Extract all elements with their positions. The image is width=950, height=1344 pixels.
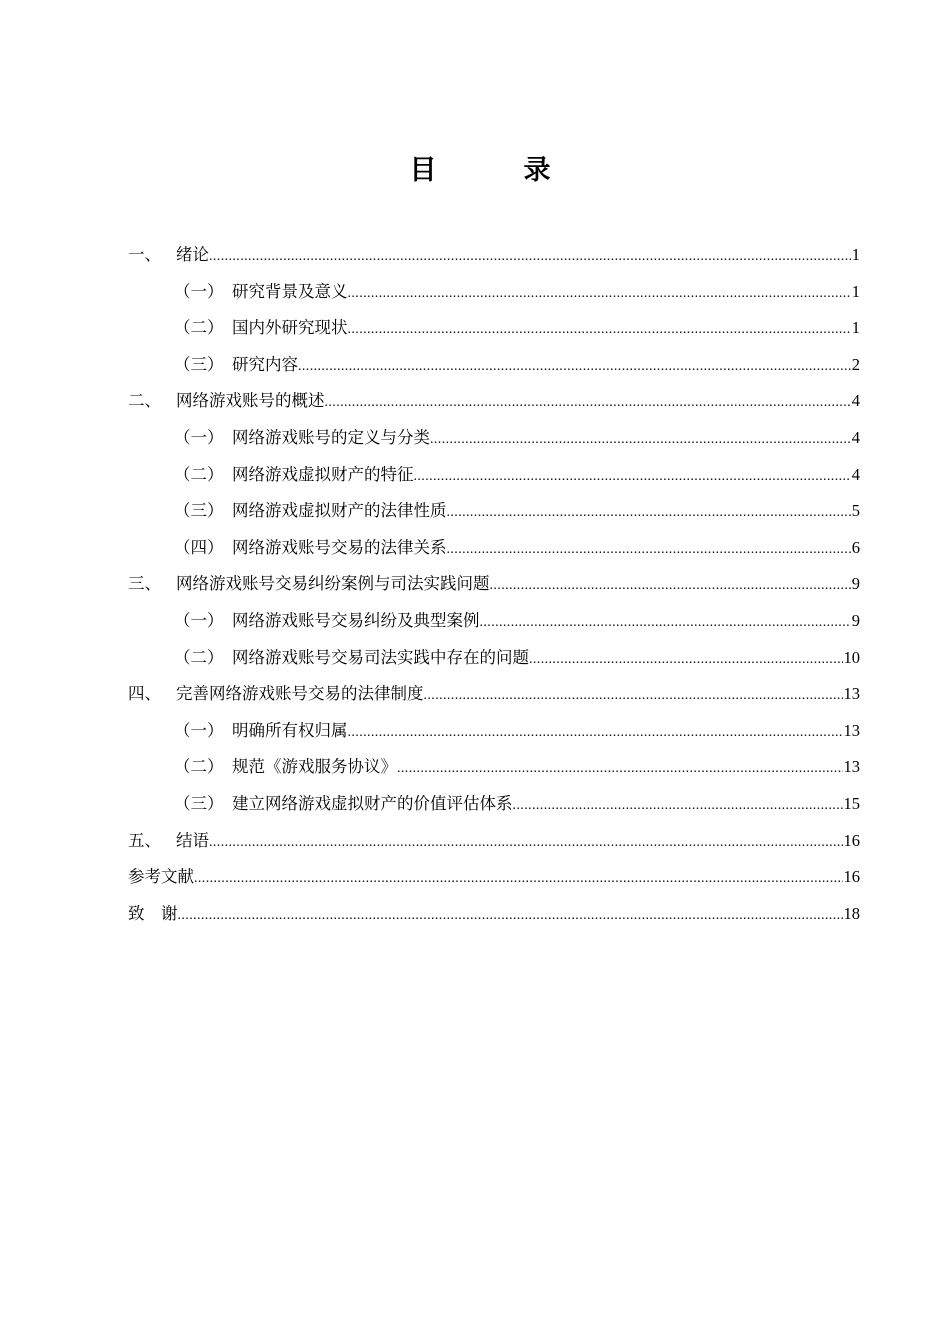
toc-dot-leader <box>298 349 851 386</box>
toc-entry-label: 结语 <box>176 830 209 850</box>
toc-dot-leader <box>194 861 843 898</box>
toc-entry-label: 网络游戏账号交易纠纷案例与司法实践问题 <box>176 574 490 594</box>
toc-entry-number: （二） <box>174 464 224 484</box>
toc-entry[interactable] <box>128 420 860 457</box>
toc-entry[interactable] <box>128 566 860 603</box>
toc-entry[interactable] <box>128 237 860 274</box>
toc-entry-label: 建立网络游戏虚拟财产的价值评估体系 <box>232 793 513 813</box>
toc-entry-page-number: 1 <box>851 318 860 338</box>
toc-entry-number: 五、 <box>128 830 161 850</box>
toc-entry[interactable] <box>128 347 860 384</box>
toc-entry[interactable] <box>128 274 860 311</box>
toc-entry-label: 网络游戏账号交易纠纷及典型案例 <box>232 610 480 630</box>
toc-entry-number: （二） <box>174 757 224 777</box>
toc-dot-leader <box>529 642 843 679</box>
toc-dot-leader <box>424 678 843 715</box>
toc-entry-label: 网络游戏账号的定义与分类 <box>232 427 430 447</box>
toc-entry[interactable] <box>128 640 860 677</box>
toc-entry-page-number: 5 <box>851 501 860 521</box>
toc-entry-number: （一） <box>174 720 224 740</box>
toc-entry[interactable] <box>128 530 860 567</box>
toc-entry-number: （四） <box>174 537 224 557</box>
toc-dot-leader <box>414 459 851 496</box>
toc-entry[interactable] <box>128 310 860 347</box>
toc-entry-page-number: 18 <box>843 903 860 923</box>
toc-entry-page-number: 9 <box>851 574 860 594</box>
toc-dot-leader <box>209 239 851 276</box>
toc-entry-label: 网络游戏虚拟财产的特征 <box>232 464 414 484</box>
toc-entry-page-number: 16 <box>843 867 860 887</box>
toc-dot-leader <box>348 276 851 313</box>
toc-entry-label: 绪论 <box>176 245 209 264</box>
toc-entry-number: 一、 <box>128 245 161 264</box>
toc-entry-page-number: 4 <box>851 464 860 484</box>
toc-entry-label: 明确所有权归属 <box>232 720 348 740</box>
toc-entry-number: （一） <box>174 281 224 301</box>
toc-entry[interactable] <box>128 896 860 933</box>
toc-entry-page-number: 9 <box>851 610 860 630</box>
toc-entry-page-number: 4 <box>851 427 860 447</box>
toc-entry-number: （二） <box>174 318 224 338</box>
toc-entry-label: 规范《游戏服务协议》 <box>232 757 397 777</box>
toc-entry-page-number: 13 <box>843 757 860 777</box>
toc-entry-page-number: 15 <box>843 793 860 813</box>
toc-entry-page-number: 16 <box>843 830 860 850</box>
toc-entry[interactable] <box>128 603 860 640</box>
toc-entry-number: （三） <box>174 501 224 521</box>
toc-entry[interactable] <box>128 383 860 420</box>
toc-entry[interactable] <box>128 713 860 750</box>
toc-dot-leader <box>480 605 851 642</box>
toc-entry[interactable] <box>128 676 860 713</box>
toc-entry-number: 四、 <box>128 684 161 704</box>
toc-entry[interactable] <box>128 823 860 860</box>
toc-entry-number: （三） <box>174 354 224 374</box>
toc-entry-label: 完善网络游戏账号交易的法律制度 <box>176 684 424 704</box>
toc-entry-number: （二） <box>174 647 224 667</box>
toc-entry-number: （一） <box>174 610 224 630</box>
toc-entry[interactable] <box>128 749 860 786</box>
toc-entry-label: 参考文献 <box>128 867 194 887</box>
toc-dot-leader <box>430 422 851 459</box>
toc-entry-page-number: 13 <box>843 720 860 740</box>
toc-dot-leader <box>490 568 851 605</box>
toc-entry-page-number: 6 <box>851 537 860 557</box>
toc-entry-number: 二、 <box>128 391 161 411</box>
toc-entry-label: 网络游戏账号的概述 <box>176 391 325 411</box>
toc-entry-number: （三） <box>174 793 224 813</box>
toc-entry[interactable] <box>128 786 860 823</box>
toc-entry[interactable] <box>128 859 860 896</box>
toc-entry-page-number: 4 <box>851 391 860 411</box>
toc-entry-label: 研究内容 <box>232 354 298 374</box>
toc-dot-leader <box>178 898 843 935</box>
toc-entry-label: 国内外研究现状 <box>232 318 348 338</box>
toc-entry-label: 网络游戏虚拟财产的法律性质 <box>232 501 447 521</box>
toc-entry-page-number: 13 <box>843 684 860 704</box>
toc-entry-label: 网络游戏账号交易司法实践中存在的问题 <box>232 647 529 667</box>
toc-entry[interactable] <box>128 457 860 494</box>
toc-dot-leader <box>397 751 843 788</box>
toc-entry[interactable] <box>128 493 860 530</box>
toc-entry-page-number: 1 <box>851 245 860 264</box>
toc-entry-label: 研究背景及意义 <box>232 281 348 301</box>
toc-dot-leader <box>447 532 851 569</box>
toc-title: 目 录 <box>409 155 581 186</box>
toc-entry-number: 三、 <box>128 574 161 594</box>
toc-entry-page-number: 1 <box>851 281 860 301</box>
toc-entry-page-number: 2 <box>851 354 860 374</box>
toc-dot-leader <box>348 715 843 752</box>
toc-dot-leader <box>325 385 851 422</box>
toc-entry-label: 网络游戏账号交易的法律关系 <box>232 537 447 557</box>
table-of-contents <box>128 237 860 932</box>
toc-entry-label: 致 谢 <box>128 903 178 923</box>
toc-dot-leader <box>209 825 843 862</box>
toc-dot-leader <box>447 495 851 532</box>
toc-dot-leader <box>348 312 851 349</box>
toc-entry-page-number: 10 <box>843 647 860 667</box>
toc-entry-number: （一） <box>174 427 224 447</box>
toc-dot-leader <box>513 788 843 825</box>
